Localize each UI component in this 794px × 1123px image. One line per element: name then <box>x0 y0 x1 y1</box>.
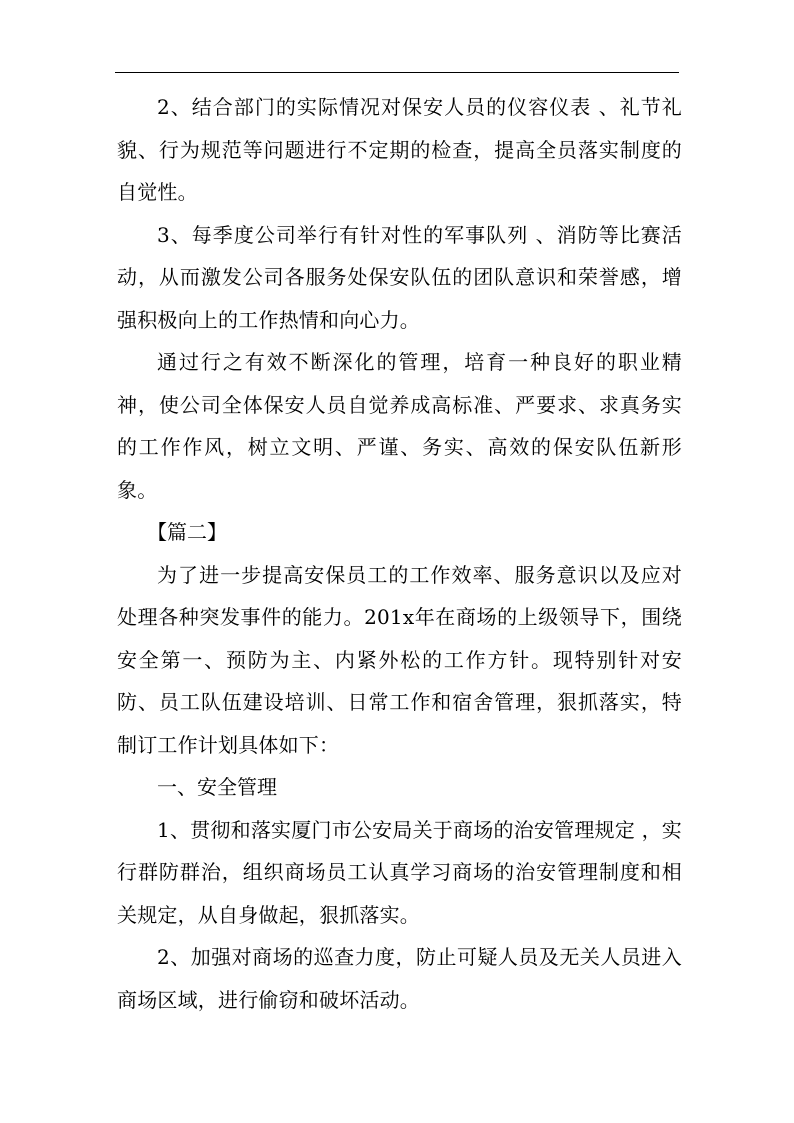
paragraph-3: 通过行之有效不断深化的管理，培育一种良好的职业精神，使公司全体保安人员自觉养成高标准、严要求、求真务实的工作作风，树立文明、严谨、务实、高效的保安队伍新形象。 <box>117 350 682 502</box>
section-title: 【篇二】 <box>147 520 227 544</box>
item-2: 2、加强对商场的巡查力度，防止可疑人员及无关人员进入商场区域，进行偷窃和破坏活动。 <box>117 945 682 1012</box>
subsection-title: 一、安全管理 <box>157 775 277 799</box>
document-body <box>117 86 682 1021</box>
paragraph-1: 2、结合部门的实际情况对保安人员的仪容仪表 、礼节礼貌、行为规范等问题进行不定期的检查，提高全员落实制度的自觉性。 <box>117 95 682 204</box>
item-1: 1、贯彻和落实厦门市公安局关于商场的治安管理规定 ，实行群防群治，组织商场员工认真学习商场的治安管理制度和相关规定，从自身做起，狠抓落实。 <box>117 817 682 927</box>
intro-paragraph: 为了进一步提高安保员工的工作效率、服务意识以及应对处理各种突发事件的能力。201x年在商场的上级领导下，围绕安全第一、预防为主、内紧外松的工作方针。现特别针对安防、员工队伍建设培训、日常工作和宿舍管理，狠抓落实，特制订工作计划具体如下： <box>117 562 682 757</box>
paragraph-2: 3、每季度公司举行有针对性的军事队列 、消防等比赛活动，从而激发公司各服务处保安队伍的团队意识和荣誉感，增强积极向上的工作热情和向心力。 <box>117 222 682 332</box>
header-rule <box>115 72 679 73</box>
